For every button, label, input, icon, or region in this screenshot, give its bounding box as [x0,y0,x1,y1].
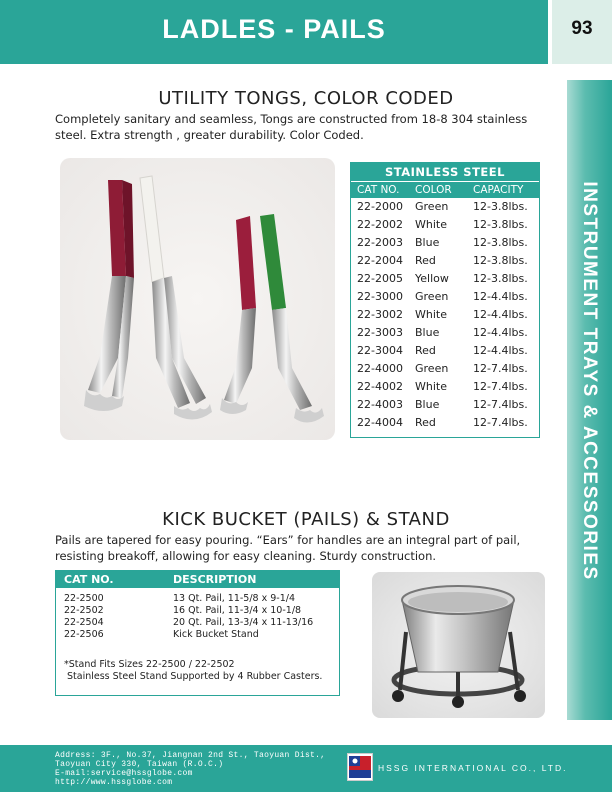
tongs-illustration [60,158,335,440]
stainless-steel-table [350,162,540,438]
color-cell: Red [415,344,436,357]
caster-wheel [452,696,464,708]
stainless-steel-rows [351,198,539,432]
color-cell: Red [415,254,436,267]
color-cell: Green [415,200,449,213]
capacity-cell: 12-7.4lbs. [473,380,528,393]
column-header-capacity: CAPACITY [473,184,524,196]
footer-address-line1: Address: 3F., No.37, Jiangnan 2nd St., Taoyuan Dist., [55,751,326,760]
bucket-table [55,570,340,696]
color-cell: Red [415,416,436,429]
description-cell: 13 Qt. Pail, 11-5/8 x 9-1/4 [173,593,296,604]
green-tong-short [260,214,324,423]
footer-email[interactable]: E-mail:service@hssglobe.com [55,769,193,778]
bucket-illustration [372,572,545,718]
column-header-cat-no: CAT NO. [64,573,114,586]
tongs-description: Completely sanitary and seamless, Tongs are constructed from 18-8 304 stainless steel. Extra strength , greater durability. Color Coded. [55,112,528,142]
bucket-image [372,572,545,718]
capacity-cell: 12-4.4lbs. [473,290,528,303]
cat-no-cell: 22-2500 [64,593,104,604]
cat-no-cell: 22-3003 [357,326,403,339]
table-row [56,593,339,605]
table-row [351,198,539,216]
column-header-cat-no: CAT NO. [357,184,400,196]
cat-no-cell: 22-2502 [64,605,104,616]
tongs-section-title: UTILITY TONGS, COLOR CODED [158,88,454,109]
color-cell: Blue [415,236,440,249]
table-row [351,288,539,306]
table-row [56,629,339,641]
table-row [351,396,539,414]
table-row [56,617,339,629]
page-title: LADLES - PAILS [162,14,386,44]
capacity-cell: 12-4.4lbs. [473,326,528,339]
capacity-cell: 12-3.8lbs. [473,272,528,285]
cat-no-cell: 22-2506 [64,629,104,640]
table-row [56,605,339,617]
color-cell: Green [415,362,449,375]
cat-no-cell: 22-4003 [357,398,403,411]
column-header-color: COLOR [415,184,452,196]
color-cell: White [415,308,447,321]
white-tong-long [140,176,212,420]
footer-website[interactable]: http://www.hssglobe.com [55,778,173,787]
red-tong-short [220,216,256,414]
capacity-cell: 12-3.8lbs. [473,254,528,267]
stainless-steel-heading: STAINLESS STEEL [351,163,539,181]
cat-no-cell: 22-2002 [357,218,403,231]
capacity-cell: 12-3.8lbs. [473,236,528,249]
caster-wheel [514,690,526,702]
cat-no-cell: 22-4002 [357,380,403,393]
table-row [351,342,539,360]
table-row [351,414,539,432]
bucket-description: Pails are tapered for easy pouring. “Ears” for handles are an integral part of pail, resisting breakoff, allowing for easy cleaning. Sturdy construction. [55,533,521,563]
footer-address-line2: Taoyuan City 330, Taiwan (R.O.C.) [55,760,224,769]
cat-no-cell: 22-3000 [357,290,403,303]
company-name: HSSG INTERNATIONAL CO., LTD. [378,763,568,773]
capacity-cell: 12-3.8lbs. [473,200,528,213]
cat-no-cell: 22-2000 [357,200,403,213]
description-cell: 16 Qt. Pail, 11-3/4 x 10-1/8 [173,605,302,616]
capacity-cell: 12-3.8lbs. [473,218,528,231]
side-band-text: INSTRUMENT TRAYS & ACCESSORIES [579,181,600,581]
table-row [351,360,539,378]
stand-fit-note: *Stand Fits Sizes 22-2500 / 22-2502 [64,659,235,670]
cat-no-cell: 22-2004 [357,254,403,267]
cat-no-cell: 22-3002 [357,308,403,321]
cat-no-cell: 22-4000 [357,362,403,375]
table-row [351,270,539,288]
color-cell: Blue [415,398,440,411]
stand-caster-note: Stainless Steel Stand Supported by 4 Rubber Casters. [67,671,323,682]
table-row [351,234,539,252]
table-header-row [351,181,539,198]
table-row [351,324,539,342]
bucket-section-title: KICK BUCKET (PAILS) & STAND [162,509,450,530]
caster-wheel [392,690,404,702]
capacity-cell: 12-7.4lbs. [473,398,528,411]
color-cell: White [415,218,447,231]
column-header-description: DESCRIPTION [173,573,257,586]
color-cell: White [415,380,447,393]
tongs-image [60,158,335,440]
capacity-cell: 12-7.4lbs. [473,416,528,429]
color-cell: Green [415,290,449,303]
cat-no-cell: 22-2005 [357,272,403,285]
bucket-rows [56,593,339,641]
cat-no-cell: 22-4004 [357,416,403,429]
cat-no-cell: 22-3004 [357,344,403,357]
red-tong-long [84,180,134,411]
capacity-cell: 12-4.4lbs. [473,344,528,357]
description-cell: Kick Bucket Stand [173,629,259,640]
capacity-cell: 12-7.4lbs. [473,362,528,375]
cat-no-cell: 22-2504 [64,617,104,628]
flag-logo-icon [348,754,372,780]
color-cell: Blue [415,326,440,339]
table-row [351,378,539,396]
description-cell: 20 Qt. Pail, 13-3/4 x 11-13/16 [173,617,314,628]
table-header-row [56,571,339,588]
color-cell: Yellow [415,272,449,285]
company-logo [347,753,373,781]
table-row [351,306,539,324]
capacity-cell: 12-4.4lbs. [473,308,528,321]
table-row [351,216,539,234]
table-row [351,252,539,270]
page-number: 93 [571,18,593,39]
cat-no-cell: 22-2003 [357,236,403,249]
